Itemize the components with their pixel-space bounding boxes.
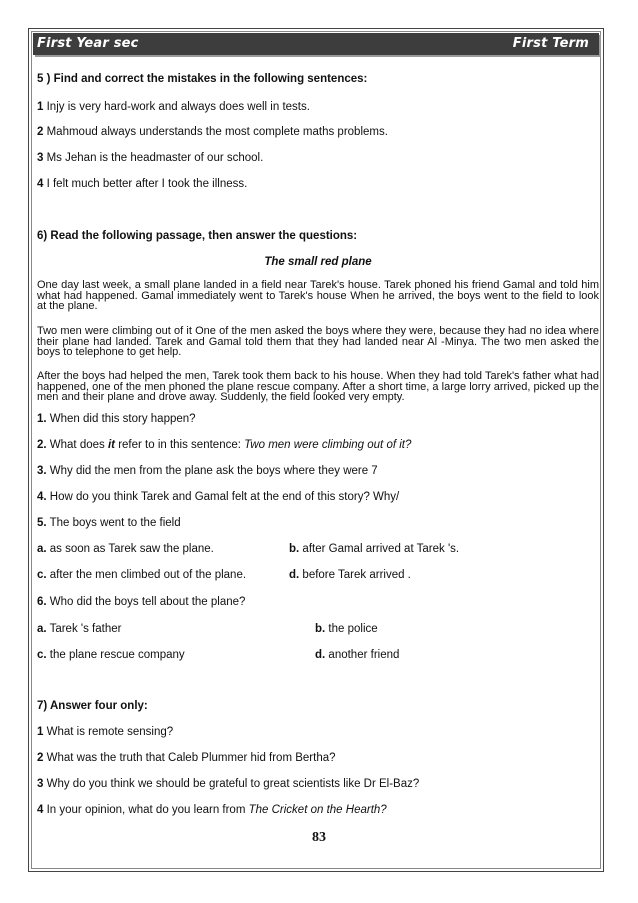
question-number: 2.	[37, 439, 47, 451]
option-letter: d.	[289, 569, 300, 581]
question-keyword: it	[107, 439, 115, 451]
question-text: The boys went to the field	[46, 517, 181, 529]
passage-paragraph-2: Two men were climbing out of it One of the men asked the boys where they were, because they had no idea where their plane had landed. Tarek and Gamal told them that they had landed near Al -Minya. The two men asked the boys to telephone to get help.	[37, 325, 599, 358]
question-number: 4.	[37, 491, 47, 503]
item-text: Why do you think we should be grateful to great scientists like Dr El-Baz?	[43, 778, 420, 790]
option-letter: a.	[37, 543, 47, 555]
question-3	[37, 465, 378, 478]
item-text: In your opinion, what do you learn from	[43, 804, 249, 816]
section7-heading: 7) Answer four only:	[37, 700, 148, 712]
q6-option-b	[315, 623, 378, 636]
q5-option-a	[37, 543, 214, 556]
option-letter: d.	[315, 649, 326, 661]
section5-item-3	[37, 152, 263, 165]
page-number: 83	[312, 830, 326, 845]
page-header-bar	[33, 33, 599, 55]
question-number: 1.	[37, 413, 47, 425]
question-1	[37, 413, 196, 426]
item-number: 4	[37, 804, 44, 816]
question-text: How do you think Tarek and Gamal felt at the end of this story? Why/	[46, 491, 400, 503]
item-number: 3	[37, 778, 44, 790]
option-text: as soon as Tarek saw the plane.	[46, 543, 214, 555]
option-text: the plane rescue company	[46, 649, 185, 661]
item-number: 1	[37, 726, 44, 738]
q6-option-d	[315, 649, 399, 662]
item-text-italic: The Cricket on the Hearth?	[248, 804, 387, 816]
q6-option-c	[37, 649, 185, 662]
item-number: 2	[37, 126, 44, 138]
header-left-label: First Year sec	[37, 36, 139, 51]
section7-item-1	[37, 726, 173, 739]
option-text: after the men climbed out of the plane.	[46, 569, 247, 581]
passage-paragraph-3: After the boys had helped the men, Tarek took them back to his house. When they had told Tarek's father what had happened, one of the men phoned the plane rescue company. After a short time, a large lorry arrived, picked up the men and their plane and drove away. Suddenly, the field looked very empty.	[37, 370, 599, 403]
question-4	[37, 491, 399, 504]
option-letter: a.	[37, 623, 47, 635]
item-text: I felt much better after I took the illness.	[43, 178, 248, 190]
item-text: What is remote sensing?	[43, 726, 174, 738]
header-right-label: First Term	[512, 36, 589, 51]
section7-item-2	[37, 752, 336, 765]
option-text: another friend	[325, 649, 400, 661]
question-2	[37, 439, 411, 452]
option-text: Tarek 's father	[46, 623, 122, 635]
question-text: What does	[46, 439, 108, 451]
q5-option-c	[37, 569, 246, 582]
option-letter: c.	[37, 569, 47, 581]
question-number: 3.	[37, 465, 47, 477]
passage-paragraph-1: One day last week, a small plane landed in a field near Tarek's house. Tarek phoned his friend Gamal and told him what had happened. Gamal immediately went to Tarek's house When he arrived, the boys went to the field to look at the plane.	[37, 279, 599, 312]
item-text: Injy is very hard-work and always does well in tests.	[43, 101, 310, 113]
item-text: Mahmoud always understands the most complete maths problems.	[43, 126, 388, 138]
question-6	[37, 596, 245, 609]
item-number: 3	[37, 152, 44, 164]
item-text: Ms Jehan is the headmaster of our school.	[43, 152, 264, 164]
section5-heading: 5 ) Find and correct the mistakes in the following sentences:	[37, 73, 368, 85]
section5-item-4	[37, 178, 247, 191]
question-number: 5.	[37, 517, 47, 529]
q6-option-a	[37, 623, 121, 636]
item-number: 2	[37, 752, 44, 764]
question-5	[37, 517, 181, 530]
item-number: 4	[37, 178, 44, 190]
question-number: 6.	[37, 596, 47, 608]
section6-heading: 6) Read the following passage, then answer the questions:	[37, 230, 358, 242]
section5-item-1	[37, 101, 310, 114]
option-letter: b.	[289, 543, 300, 555]
q5-option-d	[289, 569, 411, 582]
passage-title: The small red plane	[264, 256, 372, 268]
question-text-mid: refer to in this sentence:	[115, 439, 245, 451]
option-text: after Gamal arrived at Tarek 's.	[299, 543, 460, 555]
section7-item-4	[37, 804, 387, 817]
question-text: Who did the boys tell about the plane?	[46, 596, 246, 608]
question-text: When did this story happen?	[46, 413, 196, 425]
option-text: before Tarek arrived .	[299, 569, 411, 581]
section5-item-2	[37, 126, 388, 139]
option-letter: c.	[37, 649, 47, 661]
section7-item-3	[37, 778, 419, 791]
item-text: What was the truth that Caleb Plummer hid from Bertha?	[43, 752, 336, 764]
option-text: the police	[325, 623, 378, 635]
question-text: Why did the men from the plane ask the boys where they were 7	[46, 465, 378, 477]
option-letter: b.	[315, 623, 326, 635]
item-number: 1	[37, 101, 44, 113]
q5-option-b	[289, 543, 459, 556]
question-quote: Two men were climbing out of it?	[244, 439, 412, 451]
